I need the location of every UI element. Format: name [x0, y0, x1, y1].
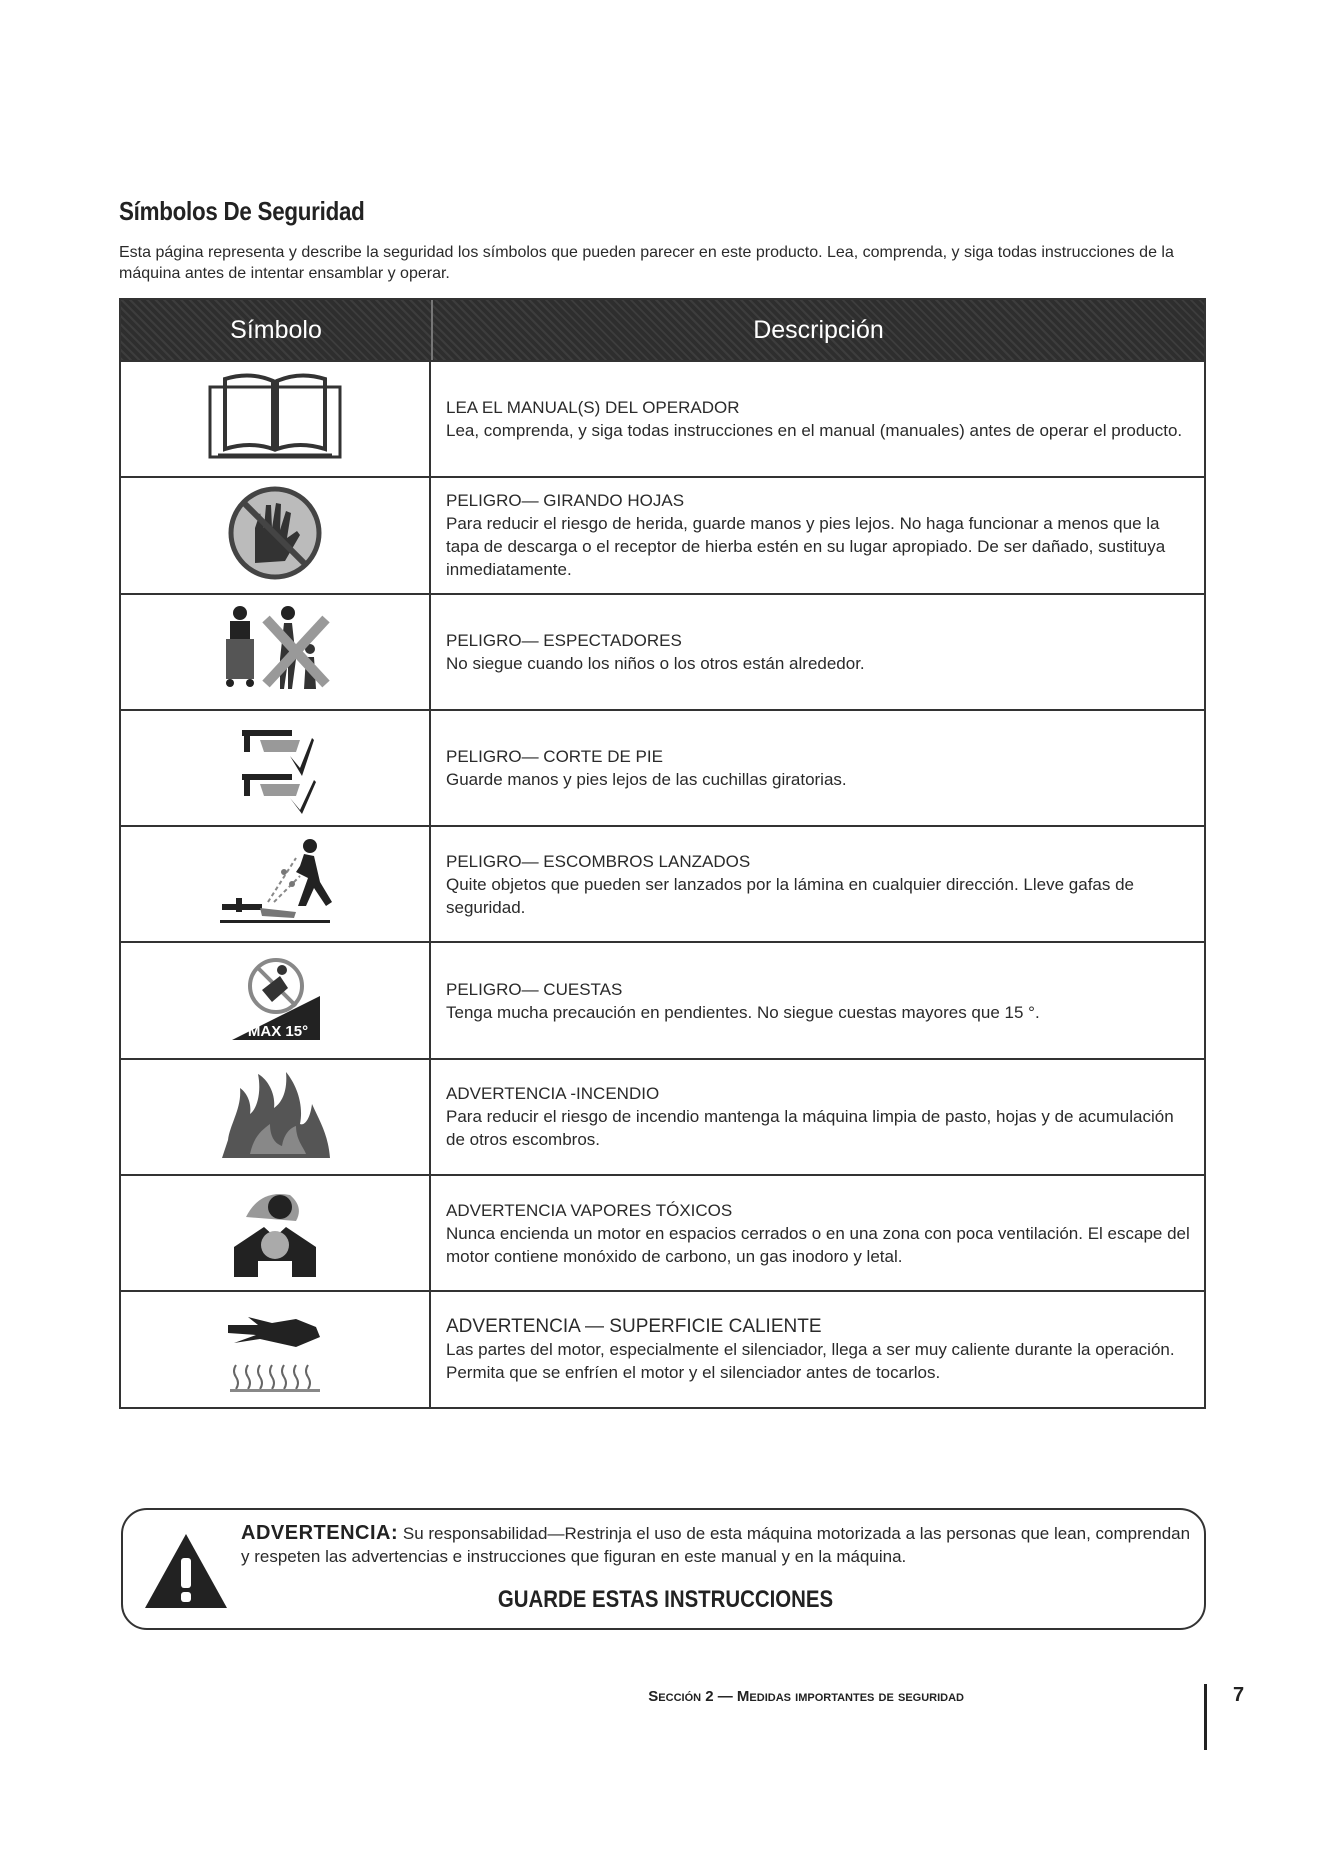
- row-title: ADVERTENCIA -INCENDIO: [446, 1084, 660, 1104]
- page-title: Símbolos De Seguridad: [119, 196, 365, 226]
- row-title: LEA EL MANUAL(S) DEL OPERADOR: [446, 398, 740, 418]
- table-row: [121, 476, 1204, 592]
- row-text: Quite objetos que pueden ser lanzados por la lámina en cualquier dirección. Lleve gafas de seguridad.: [446, 874, 1135, 917]
- row-title: PELIGRO— CUESTAS: [446, 979, 623, 999]
- table-row: [121, 825, 1204, 941]
- row-title: ADVERTENCIA VAPORES TÓXICOS: [446, 1200, 733, 1220]
- table-row: [121, 1058, 1204, 1174]
- warning-label: ADVERTENCIA:: [241, 1522, 399, 1544]
- page-number: 7: [1233, 1684, 1245, 1706]
- foot-cut-icon: [200, 716, 350, 821]
- hot-surface-icon: [200, 1297, 350, 1402]
- footer-section-title: Sección 2 — Medidas importantes de seguridad: [648, 1688, 964, 1705]
- table-row: [121, 360, 1204, 476]
- row-text: Para reducir el riesgo de incendio mantenga la máquina limpia de pasto, hojas y de acumulación de otros escombros.: [446, 1107, 1174, 1150]
- manual-book-icon: [200, 367, 350, 472]
- table-row: [121, 1290, 1204, 1406]
- fire-icon: [200, 1064, 350, 1169]
- warning-emphasis: GUARDE ESTAS INSTRUCCIONES: [497, 1586, 834, 1613]
- table-header: [121, 300, 1204, 360]
- slope-label: MAX 15°: [247, 1023, 309, 1041]
- footer-divider: [1204, 1684, 1207, 1750]
- row-title: PELIGRO— GIRANDO HOJAS: [446, 491, 685, 511]
- table-row: [121, 1174, 1204, 1290]
- row-title: PELIGRO— ESPECTADORES: [446, 630, 682, 650]
- table-row: [121, 941, 1204, 1057]
- intro-paragraph: Esta página representa y describe la seguridad los símbolos que pueden parecer en este producto. Lea, comprenda, y siga todas instrucciones de la máquina antes de intentar ensamblar y operar.: [119, 244, 1174, 282]
- bystanders-icon: [200, 599, 350, 704]
- row-text: No siegue cuando los niños o los otros están alrededor.: [446, 653, 865, 673]
- warning-text: Su responsabilidad—Restrinja el uso de esta máquina motorizada a las personas que lean, comprendan y respeten las advertencias e instrucciones que figuran en este manual y en la máquina.: [241, 1524, 1191, 1566]
- row-text: Tenga mucha precaución en pendientes. No siegue cuestas mayores que 15 °.: [446, 1002, 1040, 1022]
- header-description: Descripción: [753, 315, 884, 344]
- no-hand-rotating-blades-icon: [200, 483, 350, 588]
- slope-max-15-icon: [200, 948, 350, 1053]
- warning-box: [121, 1508, 1206, 1630]
- table-row: [121, 593, 1204, 709]
- row-text: Nunca encienda un motor en espacios cerrados o en una zona con poca ventilación. El escape del motor contiene monóxido de carbono, un gas inodoro y letal.: [446, 1223, 1190, 1266]
- thrown-debris-icon: [200, 832, 350, 937]
- row-text: Guarde manos y pies lejos de las cuchillas giratorias.: [446, 770, 847, 790]
- safety-symbols-table: [119, 298, 1206, 1409]
- header-symbol: Símbolo: [121, 300, 433, 360]
- row-title: PELIGRO— ESCOMBROS LANZADOS: [446, 851, 751, 871]
- row-text: Para reducir el riesgo de herida, guarde manos y pies lejos. No haga funcionar a menos que la tapa de descarga o el receptor de hierba estén en su lugar apropiado. De ser dañado, sustituya inmediatamente.: [446, 514, 1166, 580]
- row-text: Las partes del motor, especialmente el silenciador, llega a ser muy caliente durante la operación. Permita que se enfríen el motor y el silenciador antes de tocarlos.: [446, 1340, 1175, 1383]
- toxic-fumes-icon: [200, 1181, 350, 1286]
- row-title: PELIGRO— CORTE DE PIE: [446, 747, 663, 767]
- table-row: [121, 709, 1204, 825]
- row-title: ADVERTENCIA — SUPERFICIE CALIENTE: [446, 1316, 822, 1338]
- row-text: Lea, comprenda, y siga todas instrucciones en el manual (manuales) antes de operar el producto.: [446, 421, 1183, 441]
